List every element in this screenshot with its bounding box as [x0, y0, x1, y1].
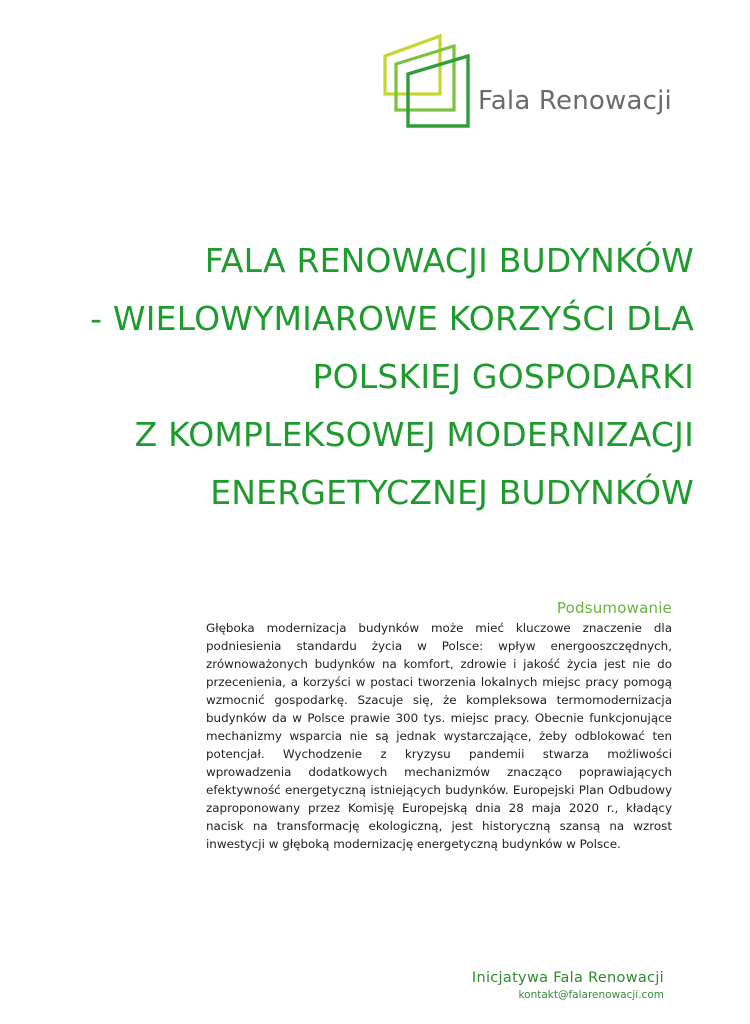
- title-line: POLSKIEJ GOSPODARKI: [312, 357, 694, 396]
- title-line: - WIELOWYMIAROWE KORZYŚCI DLA: [90, 299, 694, 338]
- summary-heading: Podsumowanie: [556, 599, 672, 617]
- footer-title: Inicjatywa Fala Renowacji: [471, 970, 664, 986]
- logo-text: Fala Renowacji: [478, 86, 672, 116]
- logo: [382, 34, 702, 134]
- title-line: Z KOMPLEKSOWEJ MODERNIZACJI: [134, 415, 694, 454]
- summary-body: Głęboka modernizacja budynków może mieć kluczowe znaczenie dla podniesienia standardu życia w Polsce: wpływ energooszczędnych, zrównoważonych budynków na komfort, zdrowie i jakość życia jest nie do przecenienia, a korzyści w postaci tworzenia lokalnych miejsc pracy pomogą wzmocnić gospodarkę. Szacuje się, że kompleksowa termomodernizacja budynków da w Polsce prawie 300 tys. miejsc pracy. Obecnie funkcjonujące mechanizmy wsparcia nie są jednak wystarczające, żeby odblokować ten potencjał. Wychodzenie z kryzysu pandemii stwarza możliwości wprowadzenia dodatkowych mechanizmów znacząco poprawiających efektywność energetyczną istniejących budynków. Europejski Plan Odbudowy zaproponowany przez Komisję Europejską dnia 28 maja 2020 r., kładący nacisk na transformację ekologiczną, jest historyczną szansą na wzrost inwestycji w głęboką modernizację energetyczną budynków w Polsce.: [206, 621, 672, 851]
- document-title: [14, 232, 694, 522]
- house-outline-logo-icon: [382, 34, 478, 134]
- contact-email: kontakt@falarenowacji.com: [518, 989, 664, 1001]
- title-line: FALA RENOWACJI BUDYNKÓW: [204, 241, 694, 280]
- footer: [472, 970, 664, 1001]
- title-line: ENERGETYCZNEJ BUDYNKÓW: [210, 473, 694, 512]
- summary-section: [206, 599, 672, 853]
